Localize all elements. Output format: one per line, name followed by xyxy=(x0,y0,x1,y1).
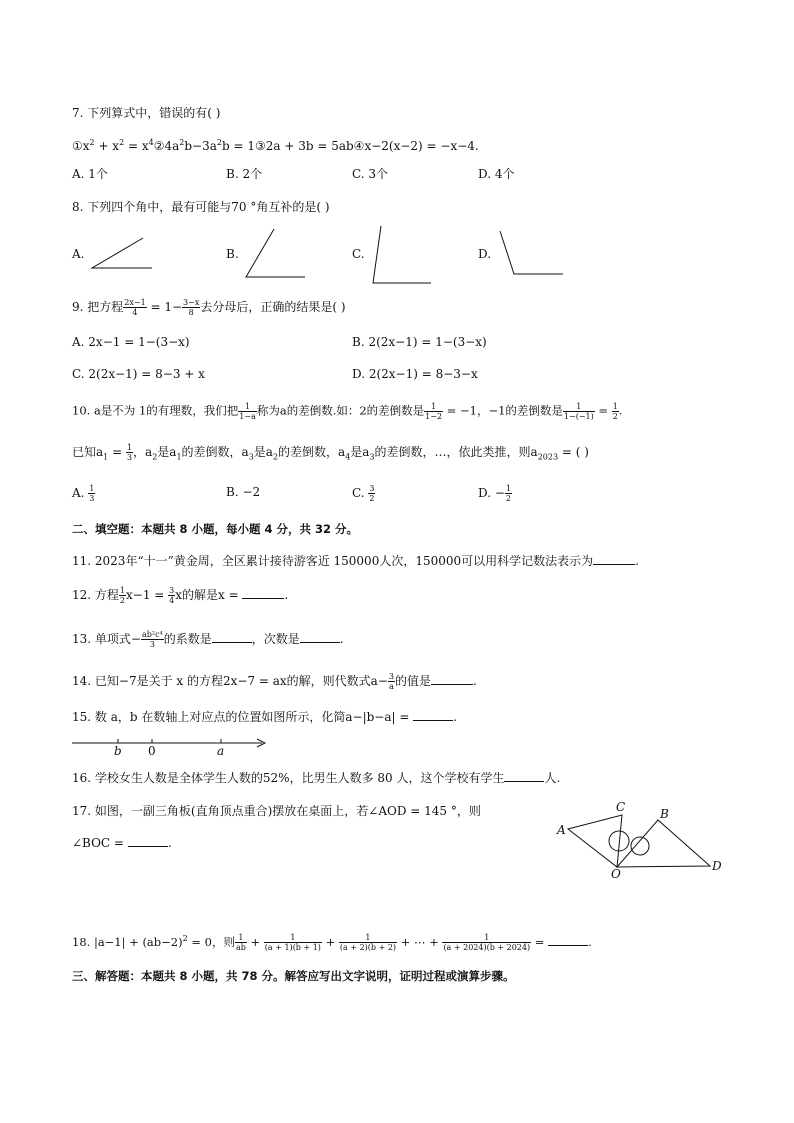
q10-line-2: 已知$a_1$ = $\frac{1}{3}$ ，$a_2$是$a_1$的差倒数，$a_3$是$a_2$的差倒数，$a_4$是$a_3$的差倒数，…，依此类推，则$a_{2023}$ = ( ) xyxy=(72,443,589,462)
q10-option-d: D. − $\frac{1}{2}$ xyxy=(478,484,511,503)
q17-label-d: D xyxy=(712,859,722,873)
q15-label-b: b xyxy=(114,744,122,758)
q7-expression: $①x^2 + x^2$ = $x^4②4a^2b-3a^2b$ = 1③2a + 3b = 5ab④x−2(x−2) = −x−4. xyxy=(72,138,479,153)
section-2-heading: 二、填空题：本题共 8 小题，每小题 4 分，共 32 分。 xyxy=(72,522,359,536)
section-3-heading: 三、解答题：本题共 8 小题，共 78 分。解答应写出文字说明，证明过程或演算步骤。 xyxy=(72,969,515,983)
q17-line-1: 17. 如图，一副三角板(直角顶点重合)摆放在桌面上，若∠AOD = 145 °，则 xyxy=(72,804,481,818)
q7-option-b: B. 2个 xyxy=(226,167,263,181)
q12: 12. 方程 $\frac{1}{2}$ x−1 = $\frac{3}{4}$ x的解是x = . xyxy=(72,586,289,605)
q10-option-b: B. −2 xyxy=(226,485,261,499)
q10-option-c: C. $\frac{3}{2}$ xyxy=(352,484,375,503)
q16: 16. 学校女生人数是全体学生人数的52%，比男生人数多 80 人，这个学校有学生 人. xyxy=(72,771,561,785)
q8-option-d: D. xyxy=(478,247,492,261)
triangle-aco xyxy=(568,815,622,867)
q7-option-a: A. 1个 xyxy=(72,167,108,181)
q8-stem: 8. 下列四个角中，最有可能与70 °角互补的是( ) xyxy=(72,200,330,214)
q9-option-a: A. 2x−1 = 1−(3−x) xyxy=(72,335,190,349)
q8-option-b: B. xyxy=(226,247,239,261)
q9-fraction-1: $\frac{2x-1}{4}$ xyxy=(124,298,146,317)
q14: 14. 已知−7是关于 x 的方程2x−7 = ax的解，则代数式a− $\frac{3}{a}$ 的值是 . xyxy=(72,672,477,691)
right-angle-mark-2 xyxy=(631,837,649,855)
q15-label-0: 0 xyxy=(148,744,156,758)
q9-option-c: C. 2(2x−1) = 8−3 + x xyxy=(72,367,205,381)
q17-line-2: ∠BOC = . xyxy=(72,836,172,850)
q8-option-c: C. xyxy=(352,247,365,261)
q9-fraction-2: $\frac{3-x}{8}$ xyxy=(183,298,200,317)
q9-option-d: D. 2(2x−1) = 8−3−x xyxy=(352,367,478,381)
q7-option-d: D. 4个 xyxy=(478,167,515,181)
q17-label-o: O xyxy=(611,867,621,881)
q7-option-c: C. 3个 xyxy=(352,167,389,181)
q17-label-b: B xyxy=(660,807,669,821)
q18: 18. $|a-1| + (ab-2)^2 = 0$，则 $\frac{1}{ab}$ + $\frac{1}{(a + 1)(b + 1)}$ + $\frac{1}{(a + 2)(b + 2)}$ + ⋯ + $\frac{1}{(a + 2024)(b + 2024)}$ = . xyxy=(72,933,592,953)
q9-option-b: B. 2(2x−1) = 1−(3−x) xyxy=(352,335,487,349)
q15: 15. 数 a，b 在数轴上对应点的位置如图所示，化简a−|b−a| = . xyxy=(72,710,458,724)
q15-label-a: a xyxy=(217,744,225,758)
q8-option-a: A. xyxy=(72,247,85,261)
q10-line-1: 10. a是不为 1的有理数，我们把 $\frac{1}{1-a}$ 称为a的差倒数.如：2的差倒数是 $\frac{1}{1-2}$ = −1，−1的差倒数是 $\frac{1}{1-(-1)}$ = $\frac{1}{2}$ . xyxy=(72,402,623,421)
q13: 13. 单项式− $\frac{\text{ab²c⁴}}{3}$ 的系数是 ，次数是 . xyxy=(72,630,344,649)
q11: 11. 2023年“十一”黄金周，全区累计接待游客近 150000人次，150000可以用科学记数法表示为 . xyxy=(72,554,639,568)
q9-stem: 9. 把方程 $\frac{2x-1}{4}$ = 1− $\frac{3-x}{8}$ 去分母后，正确的结果是( ) xyxy=(72,298,346,317)
q17-label-a: A xyxy=(557,823,566,837)
q17-label-c: C xyxy=(616,800,626,814)
q7-stem: 7. 下列算式中，错误的有( ) xyxy=(72,106,221,120)
q18-answer-blank[interactable] xyxy=(548,933,588,946)
q10-option-a: A. $\frac{1}{3}$ xyxy=(72,484,95,503)
